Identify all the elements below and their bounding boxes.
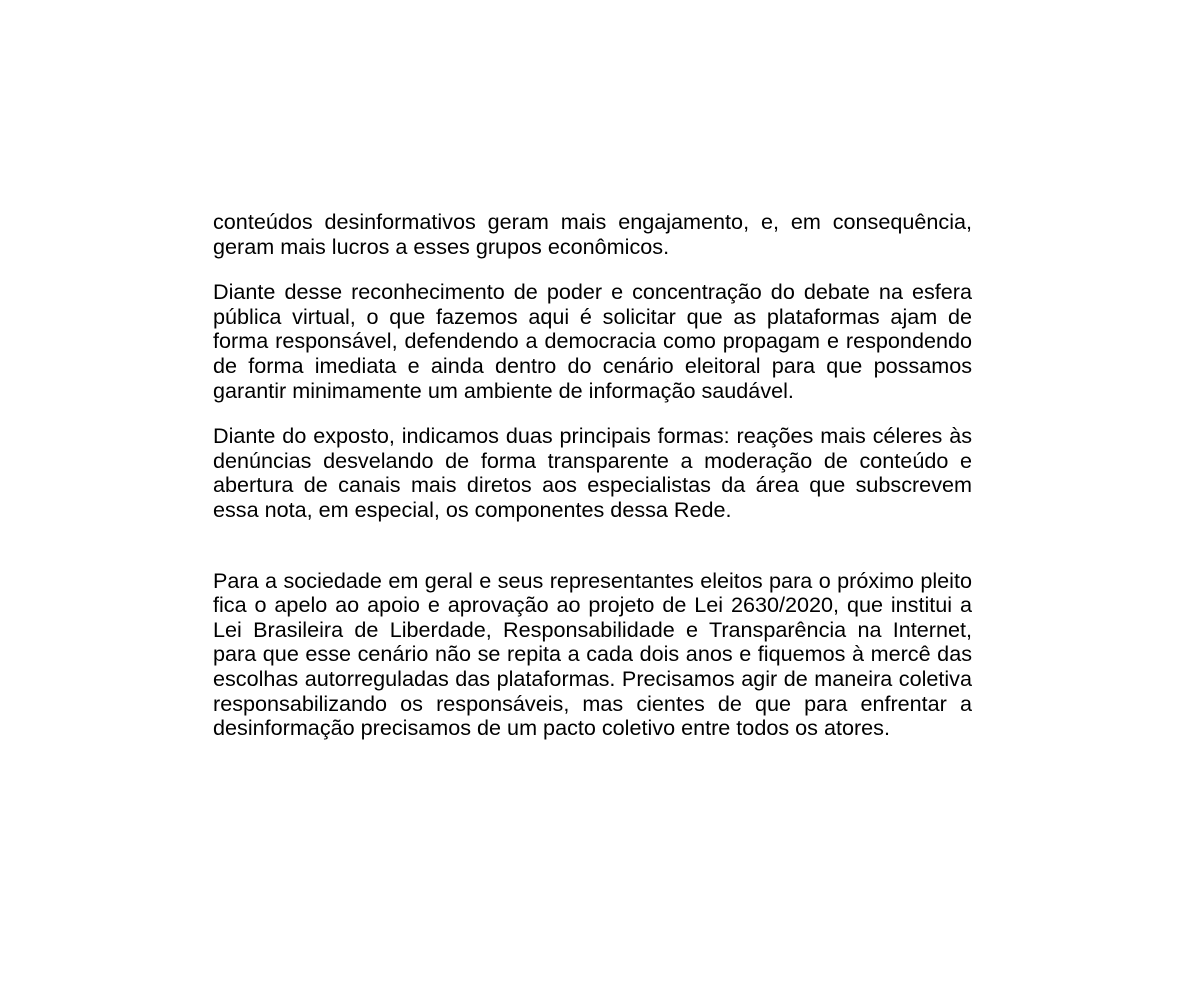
paragraph-law-appeal: Para a sociedade em geral e seus representantes eleitos para o próximo pleito fica o apelo ao apoio e aprovação ao projeto de Lei 2630/2020, que institui a Lei Brasileira de Liberdade, Responsabilidade e Transparência na Internet, para que esse cenário não se repita a cada dois anos e fiquemos à mercê das escolhas autorreguladas das plataformas. Precisamos agir de maneira coletiva responsabilizando os responsáveis, mas cientes de que para enfrentar a desinformação precisamos de um pacto coletivo entre todos os atores. bbox=[213, 567, 972, 741]
paragraph-proposed-measures: Diante do exposto, indicamos duas principais formas: reações mais céleres às denúncias desvelando de forma transparente a moderação de conteúdo e abertura de canais mais diretos aos especialistas da área que subscrevem essa nota, em especial, os componentes dessa Rede. bbox=[213, 423, 972, 522]
paragraph-platform-responsibility: Diante desse reconhecimento de poder e concentração do debate na esfera pública virtual, o que fazemos aqui é solicitar que as plataformas ajam de forma responsável, defendendo a democracia como propagam e respondendo de forma imediata e ainda dentro do cenário eleitoral para que possamos garantir minimamente um ambiente de informação saudável. bbox=[213, 279, 972, 403]
document-body bbox=[213, 210, 972, 741]
paragraph-engagement: conteúdos desinformativos geram mais engajamento, e, em consequência, geram mais lucros a esses grupos econômicos. bbox=[213, 209, 972, 259]
